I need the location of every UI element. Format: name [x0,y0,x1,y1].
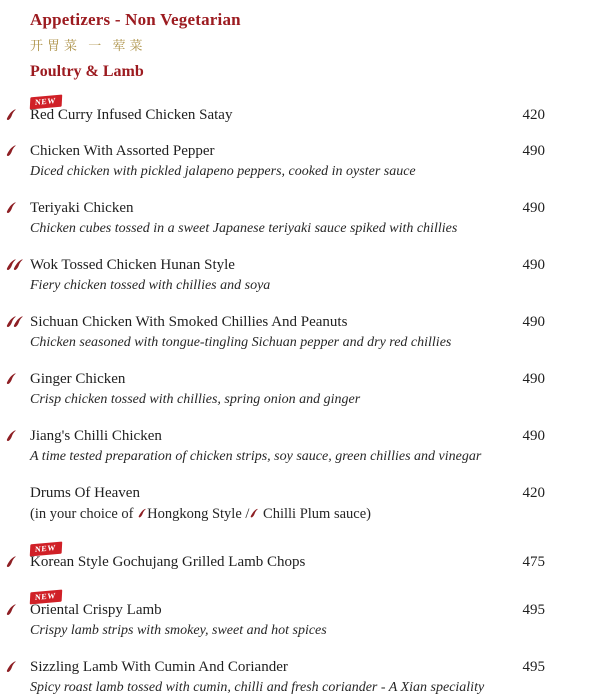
spice-level [6,429,28,442]
chili-icon [6,108,16,121]
chili-icon [6,603,16,616]
new-badge-row [30,91,545,107]
item-name: Korean Style Gochujang Grilled Lamb Chops [30,554,306,570]
item-description: A time tested preparation of chicken strips, soy sauce, green chillies and vinegar [30,449,482,464]
item-name: Oriental Crispy Lamb [30,602,162,618]
item-name: Drums Of Heaven [30,485,140,501]
spice-level [6,258,28,271]
page-title: Appetizers - Non Vegetarian [30,10,241,29]
chinese-subtitle: 开胃菜 一 荤菜 [30,38,147,53]
item-description: Spicy roast lamb tossed with cumin, chilli and fresh coriander - A Xian speciality [30,680,485,695]
spice-level [6,201,28,214]
menu-item [0,312,545,353]
item-name: Red Curry Infused Chicken Satay [30,107,233,123]
item-description: Chicken seasoned with tongue-tingling Sichuan pepper and dry red chillies [30,335,452,350]
chili-icon [13,315,23,328]
item-name: Wok Tossed Chicken Hunan Style [30,257,235,273]
item-title-row [30,255,545,275]
menu-item [0,198,545,239]
item-price: 495 [522,659,545,675]
new-badge: NEW [30,542,62,557]
spice-level [6,315,28,328]
new-badge-row [30,538,545,554]
item-name: Jiang's Chilli Chicken [30,428,162,444]
item-title-row [30,369,545,389]
item-title-row [30,552,545,572]
item-title-row [30,198,545,218]
item-description: Diced chicken with pickled jalapeno peppers, cooked in oyster sauce [30,164,416,179]
item-price: 490 [522,200,545,216]
item-price: 420 [522,107,545,123]
chili-icon [6,144,16,157]
item-price: 495 [522,602,545,618]
item-title-row [30,657,545,677]
item-title-row [30,105,545,125]
item-price: 490 [522,314,545,330]
spice-level [6,108,28,121]
item-description: Crisp chicken tossed with chillies, spring onion and ginger [30,392,361,407]
new-badge: NEW [30,590,62,605]
spice-level [6,660,28,673]
item-price: 420 [522,485,545,501]
item-title-row [30,483,545,503]
menu-item [0,538,545,572]
item-price: 490 [522,257,545,273]
item-description: (in your choice of Hongkong Style / Chilli Plum sauce) [30,506,371,522]
item-name: Sizzling Lamb With Cumin And Coriander [30,659,288,675]
item-description: Fiery chicken tossed with chillies and soya [30,278,271,293]
chili-icon [6,660,16,673]
new-badge-row [30,586,545,602]
item-price: 490 [522,143,545,159]
menu-item [0,369,545,410]
menu-item-list [0,91,545,698]
item-title-row [30,600,545,620]
item-name: Teriyaki Chicken [30,200,134,216]
item-name: Sichuan Chicken With Smoked Chillies And Peanuts [30,314,348,330]
item-name: Chicken With Assorted Pepper [30,143,215,159]
chili-icon [6,429,16,442]
spice-level [6,555,28,568]
menu-item [0,426,545,467]
menu-item [0,141,545,182]
item-name: Ginger Chicken [30,371,126,387]
new-badge: NEW [30,95,62,110]
menu-item [0,586,545,641]
item-description: Crispy lamb strips with smokey, sweet and hot spices [30,623,327,638]
section-title: Poultry & Lamb [30,63,144,80]
menu-item [0,483,545,524]
item-title-row [30,312,545,332]
item-description: Chicken cubes tossed in a sweet Japanese teriyaki sauce spiked with chillies [30,221,458,236]
chili-icon [138,508,146,518]
chili-icon [13,258,23,271]
item-price: 490 [522,428,545,444]
spice-level [6,603,28,616]
menu-item [0,91,545,125]
item-title-row [30,426,545,446]
menu-header [0,10,545,81]
item-price: 490 [522,371,545,387]
menu-item [0,255,545,296]
chili-icon [6,372,16,385]
item-price: 475 [522,554,545,570]
spice-level [6,372,28,385]
menu-item [0,657,545,698]
spice-level [6,144,28,157]
item-title-row [30,141,545,161]
chili-icon [6,555,16,568]
chili-icon [6,201,16,214]
chili-icon [250,508,258,518]
